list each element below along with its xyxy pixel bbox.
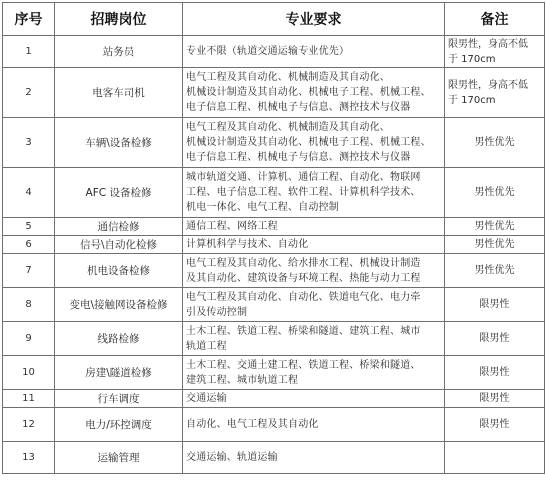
requirement-line: 机电一体化、电气工程、自动控制 <box>186 202 339 213</box>
note-cell <box>445 254 545 288</box>
note-line: 限男性 <box>479 299 510 310</box>
requirement-cell <box>183 168 445 218</box>
requirement-cell <box>183 288 445 322</box>
requirement-line: 机械设计制造及其自动化、机械电子工程、机械工程、 <box>186 137 431 148</box>
position-cell: 车辆\设备检修 <box>55 118 183 168</box>
table-row <box>3 442 545 474</box>
note-line: 男性优先 <box>474 187 515 198</box>
requirement-line: 城市轨道交通、计算机、通信工程、自动化、物联网 <box>186 172 421 183</box>
position-cell: 电力/环控调度 <box>55 408 183 442</box>
requirement-line: 计算机科学与技术、自动化 <box>186 239 309 250</box>
row-number: 12 <box>3 408 55 442</box>
position-cell: 站务员 <box>55 36 183 68</box>
table-row <box>3 168 545 218</box>
position-cell: 机电设备检修 <box>55 254 183 288</box>
requirement-cell <box>183 68 445 118</box>
recruitment-table <box>2 2 545 474</box>
requirement-cell <box>183 390 445 408</box>
header-no: 序号 <box>3 3 55 36</box>
note-line: 于 170cm <box>448 53 496 65</box>
note-cell <box>445 322 545 356</box>
requirement-line: 建筑工程、城市轨道工程 <box>186 374 299 386</box>
requirement-cell <box>183 118 445 168</box>
row-number: 2 <box>3 68 55 118</box>
requirement-cell <box>183 322 445 356</box>
position-cell: 房建\隧道检修 <box>55 356 183 390</box>
note-line: 限男性，身高不低 <box>448 38 528 50</box>
note-cell <box>445 68 545 118</box>
row-number: 9 <box>3 322 55 356</box>
table-row <box>3 288 545 322</box>
requirement-line: 交通运输、轨道运输 <box>186 452 278 463</box>
table-row <box>3 356 545 390</box>
requirement-line: 机械设计制造及其自动化、机械电子工程、机械工程、 <box>186 87 431 98</box>
position-cell: 运输管理 <box>55 442 183 474</box>
requirement-cell <box>183 408 445 442</box>
requirement-line: 轨道工程 <box>186 340 227 352</box>
note-line: 限男性 <box>479 419 510 430</box>
requirement-line: 电子信息工程、机械电子与信息、测控技术与仪器 <box>186 152 411 163</box>
table-row <box>3 36 545 68</box>
note-line: 男性优先 <box>474 137 515 148</box>
note-line: 限男性 <box>479 393 510 404</box>
row-number: 6 <box>3 236 55 254</box>
table-row <box>3 218 545 236</box>
position-cell: AFC 设备检修 <box>55 168 183 218</box>
table-row <box>3 254 545 288</box>
row-number: 5 <box>3 218 55 236</box>
note-cell <box>445 356 545 390</box>
position-cell: 行车调度 <box>55 390 183 408</box>
note-cell <box>445 218 545 236</box>
requirement-line: 及其自动化、建筑设备与环境工程、热能与动力工程 <box>186 272 421 284</box>
requirement-line: 工程、电子信息工程、软件工程、计算机科学技术、 <box>186 187 421 198</box>
row-number: 11 <box>3 390 55 408</box>
requirement-line: 电气工程及其自动化、给水排水工程、机械设计制造 <box>186 257 421 269</box>
table-body <box>3 36 545 474</box>
table-row <box>3 68 545 118</box>
requirement-line: 电气工程及其自动化、自动化、铁道电气化、电力牵 <box>186 291 421 303</box>
header-note: 备注 <box>445 3 545 36</box>
requirement-cell <box>183 356 445 390</box>
requirement-line: 土木工程、交通土建工程、铁道工程、桥梁和隧道、 <box>186 359 421 371</box>
header-requirement: 专业要求 <box>183 3 445 36</box>
note-cell <box>445 390 545 408</box>
position-cell: 线路检修 <box>55 322 183 356</box>
requirement-line: 电子信息工程、机械电子与信息、测控技术与仪器 <box>186 102 411 113</box>
table-row <box>3 118 545 168</box>
note-line: 男性优先 <box>474 221 515 232</box>
requirement-cell <box>183 254 445 288</box>
note-cell <box>445 288 545 322</box>
table-row <box>3 236 545 254</box>
note-line: 男性优先 <box>474 239 515 250</box>
requirement-line: 专业不限（轨道交通运输专业优先） <box>186 46 350 57</box>
row-number: 3 <box>3 118 55 168</box>
note-cell <box>445 408 545 442</box>
row-number: 1 <box>3 36 55 68</box>
note-line: 限男性 <box>479 367 510 378</box>
note-cell <box>445 442 545 474</box>
requirement-line: 通信工程、网络工程 <box>186 221 278 232</box>
requirement-cell <box>183 442 445 474</box>
requirement-cell <box>183 218 445 236</box>
position-cell: 信号\自动化检修 <box>55 236 183 254</box>
note-cell <box>445 118 545 168</box>
note-cell <box>445 36 545 68</box>
row-number: 7 <box>3 254 55 288</box>
table-row <box>3 322 545 356</box>
position-cell: 电客车司机 <box>55 68 183 118</box>
note-line: 限男性，身高不低 <box>448 79 528 91</box>
position-cell: 变电\接触网设备检修 <box>55 288 183 322</box>
header-row <box>3 3 545 36</box>
header-position: 招聘岗位 <box>55 3 183 36</box>
requirement-line: 电气工程及其自动化、机械制造及其自动化、 <box>186 72 390 83</box>
requirement-line: 土木工程、铁道工程、桥梁和隧道、建筑工程、城市 <box>186 325 421 337</box>
row-number: 13 <box>3 442 55 474</box>
note-cell <box>445 168 545 218</box>
table-row <box>3 390 545 408</box>
requirement-line: 自动化、电气工程及其自动化 <box>186 419 319 430</box>
requirement-line: 电气工程及其自动化、机械制造及其自动化、 <box>186 122 390 133</box>
note-line: 限男性 <box>479 333 510 344</box>
requirement-line: 引及传动控制 <box>186 306 248 318</box>
row-number: 8 <box>3 288 55 322</box>
table-row <box>3 408 545 442</box>
row-number: 4 <box>3 168 55 218</box>
position-cell: 通信检修 <box>55 218 183 236</box>
requirement-line: 交通运输 <box>186 393 227 404</box>
requirement-cell <box>183 36 445 68</box>
row-number: 10 <box>3 356 55 390</box>
note-line: 于 170cm <box>448 94 496 106</box>
requirement-cell <box>183 236 445 254</box>
note-cell <box>445 236 545 254</box>
note-line: 男性优先 <box>474 265 515 276</box>
